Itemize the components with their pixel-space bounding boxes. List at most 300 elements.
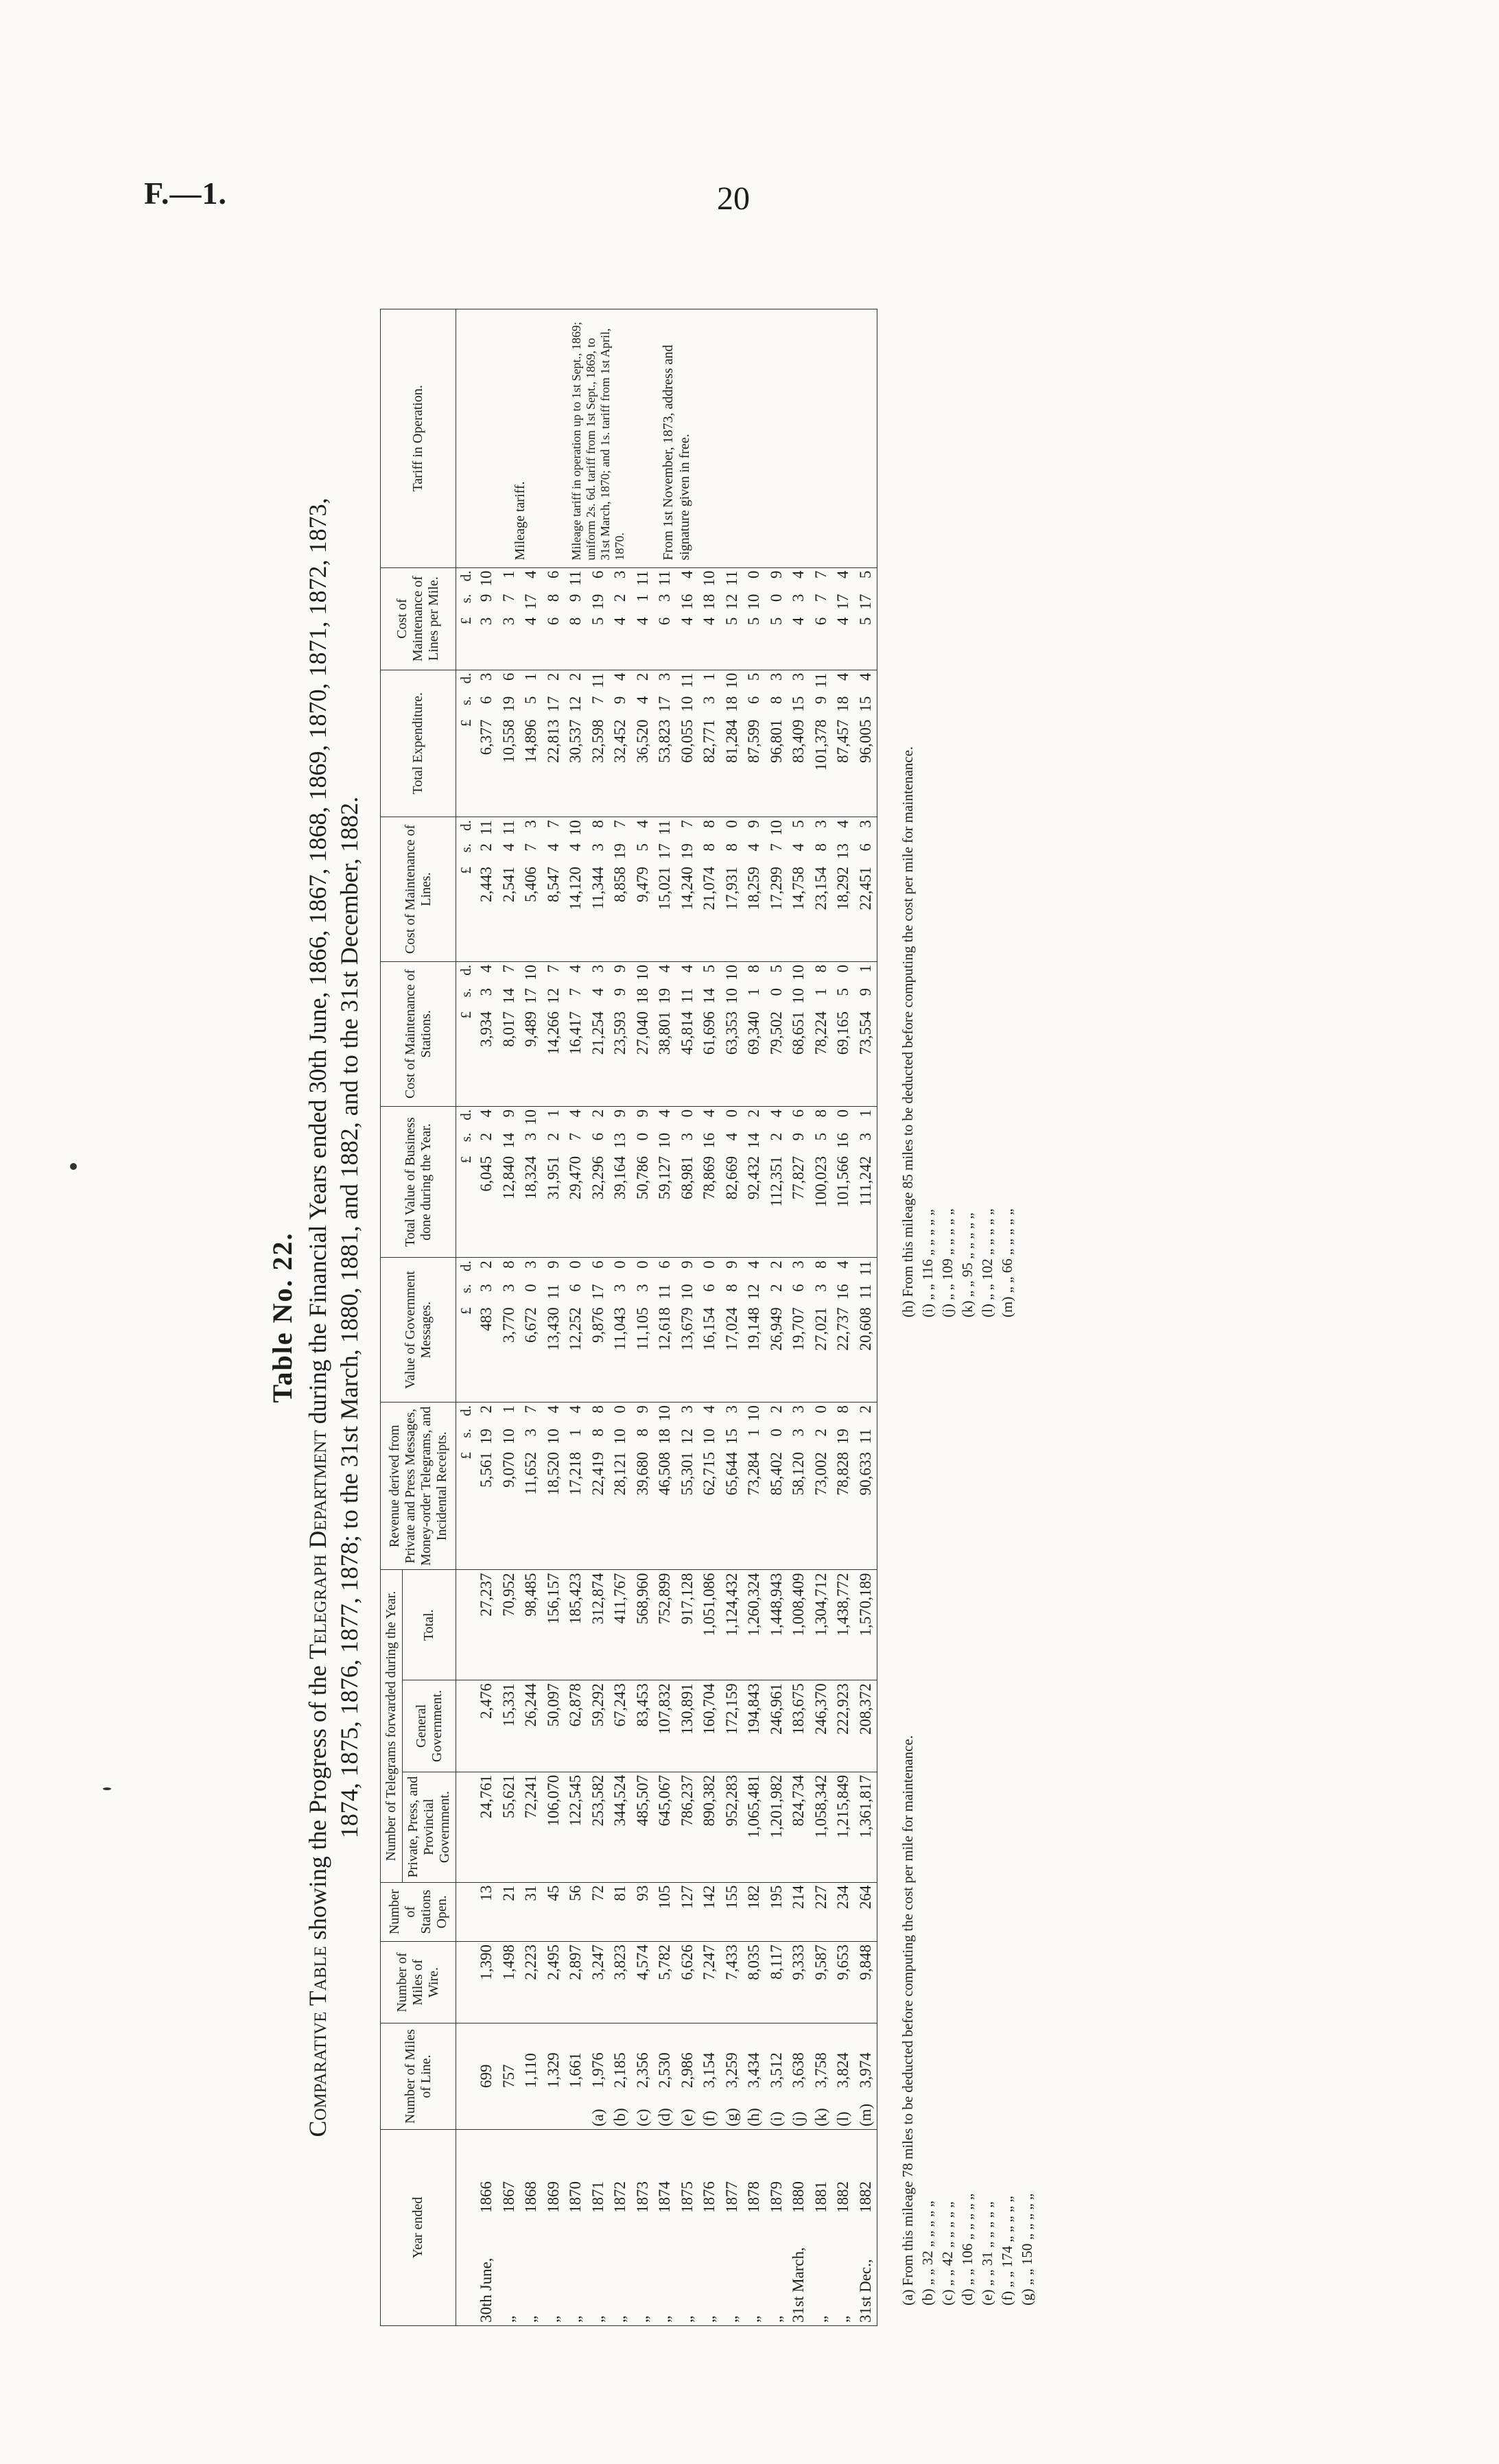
footnote-line: (f) „ „ 174 „ „ „ „ „ [999,2196,1015,2305]
cost-lines-cell-part: 11 [477,820,495,836]
gov-value-cell [520,1258,543,1403]
year-label: „ [544,2315,562,2323]
cost-per-mile-part: 5 [856,617,874,626]
stations-cell: 214 [788,1882,810,1941]
unit-symbol: d. [458,1109,474,1120]
cost-lines-cell-part: 8 [700,820,718,828]
gov-value-cell [721,1258,744,1403]
total-exp-cell-part: 4 [856,672,874,681]
total-exp-cell-part: 14,896 [522,719,539,763]
total-value-cell-part: 59,127 [656,1155,673,1200]
miles-line-value: 1,110 [522,2053,539,2089]
private-cell: 24,761 [475,1772,498,1882]
stations-cell: 127 [676,1882,699,1941]
stations-cell: 45 [543,1882,565,1941]
gov-value-cell-part: 16 [834,1284,851,1300]
miles-line-cell [475,2023,498,2130]
table-title: Table No. 22. [267,1232,298,1403]
unit-cell [456,2130,476,2326]
cost-per-mile-part: 7 [499,594,517,602]
revenue-cell-part: 4 [544,1405,562,1413]
cost-stations-cell-part: 69,340 [745,1011,762,1055]
cost-stations-cell-part: 1 [856,964,874,973]
general-cell: 26,244 [520,1680,543,1772]
footnote-marker: (e) [678,2109,696,2127]
unit-symbol: s. [458,1429,474,1438]
gov-value-cell-part: 3 [477,1284,495,1292]
total-value-cell-part: 101,566 [834,1155,851,1208]
total-exp-cell-part: 11 [812,672,829,688]
stations-cell: 81 [609,1882,632,1941]
gov-value-cell [788,1258,810,1403]
total-value-cell [654,1106,676,1257]
total-exp-cell-part: 36,520 [633,719,651,763]
stations-cell: 155 [721,1882,744,1941]
total-value-cell-part: 6 [790,1109,807,1118]
table-row [587,309,610,2326]
cost-per-mile-part: 4 [834,617,851,626]
gov-value-cell-part: 16,154 [700,1307,718,1351]
total-exp-cell [475,670,498,817]
private-cell: 55,621 [498,1772,521,1882]
revenue-cell-part: 2 [767,1405,785,1413]
miles-line-value: 3,154 [700,2052,718,2089]
private-cell: 645,067 [654,1772,676,1882]
miles-line-cell [587,2023,610,2130]
cost-per-mile-part: 17 [522,594,539,610]
cost-per-mile-cell [721,567,744,670]
revenue-cell [676,1403,699,1570]
total-exp-cell [587,670,610,817]
cost-lines-cell-part: 9,479 [633,867,651,902]
footnote-line: (h) From this mileage 85 miles to be deducted before computing the cost per mile for maintenance. [899,746,916,1317]
cost-stations-cell-part: 7 [567,987,584,996]
total-cell: 411,767 [609,1570,632,1680]
gov-value-cell-part: 11 [656,1284,673,1300]
cost-per-mile-part: 6 [656,617,673,626]
cost-stations-cell-part: 8,017 [499,1011,517,1047]
gov-value-cell-part: 8 [812,1260,829,1269]
general-cell: 246,370 [810,1680,833,1772]
cost-lines-cell-part: 3 [522,820,539,828]
gov-value-cell-part: 8 [499,1260,517,1269]
cost-stations-cell-part: 16,417 [567,1011,584,1055]
footnote-marker: (c) [633,2109,651,2127]
total-exp-cell-part: 17 [544,696,562,712]
cost-stations-cell-part: 79,502 [767,1011,785,1055]
cost-stations-cell-part: 73,554 [856,1011,874,1055]
year-label: „ [722,2315,740,2323]
general-cell: 107,832 [654,1680,676,1772]
footnotes-right [898,329,1037,1317]
footnotes-left [898,1317,1037,2305]
cost-per-mile-part: 3 [790,594,807,602]
revenue-cell-part: 10 [700,1429,718,1445]
cost-stations-cell-part: 27,040 [633,1011,651,1055]
cost-lines-cell [788,817,810,962]
header-year: Year ended [381,2130,456,2326]
cost-lines-cell-part: 8 [812,843,829,852]
unit-symbol: d. [458,672,474,684]
gov-value-cell [832,1258,855,1403]
total-exp-cell-part: 19 [499,696,517,712]
gov-value-cell-part: 12 [745,1284,762,1300]
revenue-cell [810,1403,833,1570]
cost-lines-cell-part: 17 [656,843,673,860]
miles-line-cell [654,2023,676,2130]
revenue-cell [766,1403,788,1570]
cost-lines-cell [587,817,610,962]
gov-value-cell-part: 3 [633,1284,651,1292]
table-row [498,309,521,2326]
total-value-cell-part: 29,470 [567,1155,584,1200]
cost-lines-cell [609,817,632,962]
unit-cell [456,2023,476,2130]
total-exp-cell [565,670,587,817]
rotated-table-page [82,302,1372,2333]
footnote-line: (k) „ „ 95 „ „ „ „ „ [959,1212,976,1317]
unit-symbol: £ [458,1452,474,1459]
total-exp-cell-part: 5 [522,696,539,705]
total-value-cell [766,1106,788,1257]
total-value-cell-part: 16 [700,1132,718,1149]
year-cell [654,2130,676,2326]
miles-wire-cell: 2,897 [565,1942,587,2023]
cost-lines-cell-part: 23,154 [812,867,829,911]
gov-value-cell-part: 4 [745,1260,762,1269]
cost-lines-cell [498,817,521,962]
revenue-cell [587,1403,610,1570]
cost-per-mile-part: 2 [611,594,628,602]
revenue-cell-part: 0 [812,1405,829,1413]
revenue-cell-part: 4 [567,1405,584,1413]
revenue-cell-part: 12 [678,1429,696,1445]
ink-spot [70,1163,77,1170]
total-exp-cell [498,670,521,817]
gov-value-cell-part: 2 [767,1284,785,1292]
revenue-cell-part: 58,120 [790,1452,807,1496]
gov-value-cell [766,1258,788,1403]
cost-per-mile-cell [632,567,654,670]
general-cell: 222,923 [832,1680,855,1772]
total-exp-cell [810,670,833,817]
miles-line-value: 757 [499,2064,517,2089]
cost-stations-cell-part: 4 [477,964,495,973]
total-exp-cell-part: 18 [722,696,740,712]
total-exp-cell-part: 3 [656,672,673,681]
cost-per-mile-part: 4 [678,617,696,626]
miles-wire-cell: 2,495 [543,1942,565,2023]
miles-wire-cell: 4,574 [632,1942,654,2023]
cost-lines-cell-part: 17,299 [767,867,785,911]
revenue-cell-part: 10 [544,1429,562,1445]
gov-value-cell-part: 3,770 [499,1307,517,1344]
cost-per-mile-part: 16 [678,594,696,610]
total-value-cell-part: 2 [544,1132,562,1141]
total-cell: 27,237 [475,1570,498,1680]
table-row [766,309,788,2326]
footnote-marker: (b) [611,2108,628,2127]
cost-per-mile-part: 0 [767,594,785,602]
total-value-cell [810,1106,833,1257]
cost-per-mile-cell [743,567,766,670]
miles-wire-cell: 8,117 [766,1942,788,2023]
revenue-cell-part: 3 [790,1429,807,1437]
total-value-cell-part: 2 [745,1109,762,1118]
cost-per-mile-part: 11 [567,570,584,586]
year-cell [676,2130,699,2326]
revenue-cell-part: 19 [477,1429,495,1445]
general-cell: 194,843 [743,1680,766,1772]
cost-lines-cell-part: 7 [611,820,628,828]
total-value-cell-part: 8 [812,1109,829,1118]
total-exp-cell-part: 9 [812,696,829,705]
total-value-cell-part: 100,023 [812,1155,829,1208]
cost-stations-cell-part: 8 [812,964,829,973]
total-exp-cell [654,670,676,817]
total-value-cell-part: 10 [656,1132,673,1149]
cost-stations-cell [498,961,521,1106]
cost-stations-cell-part: 11 [678,987,696,1004]
total-cell: 185,423 [565,1570,587,1680]
private-cell: 952,283 [721,1772,744,1882]
unit-symbol: £ [458,867,474,874]
year-label: „ [745,2315,762,2323]
year-label: „ [589,2315,606,2323]
gov-value-cell-part: 483 [477,1307,495,1331]
general-cell: 59,292 [587,1680,610,1772]
revenue-cell-part: 10 [745,1405,762,1422]
revenue-cell-part: 17,218 [567,1452,584,1496]
cost-stations-cell-part: 5 [834,987,851,996]
unit-cell [456,1680,476,1772]
total-value-cell-part: 12,840 [499,1155,517,1200]
total-exp-cell-part: 4 [611,672,628,681]
header-private: Private, Press, and Provincial Government. [403,1772,456,1882]
total-exp-cell-part: 81,284 [722,719,740,763]
revenue-cell-part: 55,301 [678,1452,696,1496]
total-value-cell-part: 0 [633,1132,651,1141]
unit-symbol: s. [458,987,474,998]
total-exp-cell-part: 22,813 [544,719,562,763]
footnote-line: (g) „ „ 150 „ „ „ „ „ [1019,2193,1035,2305]
cost-lines-cell-part: 7 [544,820,562,828]
footnote-marker: (a) [589,2109,606,2127]
table-row [543,309,565,2326]
miles-line-value: 2,986 [678,2052,696,2089]
stations-cell: 142 [698,1882,721,1941]
miles-line-value: 3,512 [767,2052,785,2089]
miles-wire-cell: 9,653 [832,1942,855,2023]
cost-lines-cell [721,817,744,962]
total-value-cell-part: 4 [722,1132,740,1141]
total-exp-cell-part: 6 [499,672,517,681]
cost-lines-cell-part: 11 [656,820,673,836]
cost-stations-cell [855,961,877,1106]
revenue-cell-part: 65,644 [722,1452,740,1496]
miles-wire-cell: 1,390 [475,1942,498,2023]
header-telegrams: Number of Telegrams forwarded during the Year. [381,1570,403,1882]
revenue-cell [520,1403,543,1570]
cost-lines-cell-part: 3 [589,843,606,852]
cost-per-mile-cell [565,567,587,670]
miles-line-cell [855,2023,877,2130]
footnote-marker: (i) [767,2111,785,2127]
cost-per-mile-part: 4 [522,570,539,579]
total-exp-cell-part: 6,377 [477,719,495,755]
total-exp-cell [698,670,721,817]
total-value-cell-part: 9 [633,1109,651,1118]
gov-value-cell [855,1258,877,1403]
gov-value-cell-part: 0 [522,1284,539,1292]
header-tariff: Tariff in Operation. [381,309,456,568]
total-exp-cell [721,670,744,817]
total-value-cell-part: 50,786 [633,1155,651,1200]
cost-stations-cell-part: 9 [856,987,874,996]
header-cost-stations: Cost of Maintenance of Stations. [381,961,456,1106]
total-value-cell-part: 3 [856,1132,874,1141]
total-cell: 1,051,086 [698,1570,721,1680]
cost-per-mile-cell [543,567,565,670]
revenue-cell-part: 73,284 [745,1452,762,1496]
cost-per-mile-part: 9 [567,594,584,602]
cost-lines-cell-part: 19 [611,843,628,860]
gov-value-cell-part: 9 [722,1260,740,1269]
cost-lines-cell-part: 4 [790,843,807,852]
gov-value-cell-part: 3 [522,1260,539,1269]
total-cell: 312,874 [587,1570,610,1680]
unit-symbol: s. [458,843,474,853]
cost-stations-cell-part: 10 [522,964,539,981]
gov-value-cell-part: 8 [722,1284,740,1292]
revenue-cell [498,1403,521,1570]
revenue-cell-part: 18 [656,1429,673,1445]
general-cell: 83,453 [632,1680,654,1772]
cost-stations-cell [520,961,543,1106]
cost-lines-cell-part: 17,931 [722,867,740,911]
year-value: 1869 [544,2181,562,2213]
cost-lines-cell-part: 14,120 [567,867,584,911]
revenue-cell-part: 4 [700,1405,718,1413]
total-value-cell-part: 3 [522,1132,539,1141]
cost-per-mile-part: 8 [567,617,584,626]
footnote-marker: (d) [656,2108,673,2127]
table-row [832,309,855,2326]
total-exp-cell-part: 53,823 [656,719,673,763]
total-exp-cell-part: 3 [767,672,785,681]
year-value: 1866 [477,2181,495,2213]
total-cell: 1,008,409 [788,1570,810,1680]
revenue-cell [855,1403,877,1570]
gov-value-cell-part: 6 [589,1260,606,1269]
cost-stations-cell-part: 9 [611,964,628,973]
general-cell: 15,331 [498,1680,521,1772]
total-value-cell-part: 4 [477,1109,495,1118]
total-value-cell-part: 0 [678,1109,696,1118]
total-exp-cell-part: 17 [656,696,673,712]
private-cell: 106,070 [543,1772,565,1882]
revenue-cell-part: 9 [633,1405,651,1413]
year-value: 1872 [611,2181,628,2213]
revenue-cell-part: 10 [611,1429,628,1445]
revenue-cell-part: 2 [856,1405,874,1413]
year-value: 1874 [656,2181,673,2213]
cost-lines-cell-part: 19 [678,843,696,860]
total-exp-cell-part: 4 [633,696,651,705]
total-value-cell [832,1106,855,1257]
total-value-cell-part: 4 [700,1109,718,1118]
revenue-cell-part: 22,419 [589,1452,606,1496]
gov-value-cell-part: 6 [790,1284,807,1292]
unit-cell [456,309,476,568]
total-exp-cell [676,670,699,817]
cost-per-mile-part: 6 [589,570,606,579]
miles-line-value: 3,974 [856,2052,874,2089]
total-cell: 98,485 [520,1570,543,1680]
cost-lines-cell [832,817,855,962]
total-value-cell-part: 111,242 [856,1155,874,1206]
header-total-expenditure: Total Expenditure. [381,670,456,817]
revenue-cell-part: 78,828 [834,1452,851,1496]
total-value-cell-part: 39,164 [611,1155,628,1200]
gov-value-cell-part: 12,252 [567,1307,584,1351]
stations-cell: 234 [832,1882,855,1941]
year-label: „ [678,2315,696,2323]
stations-cell: 21 [498,1882,521,1941]
cost-per-mile-cell [654,567,676,670]
revenue-cell-part: 2 [812,1429,829,1437]
miles-line-cell [832,2023,855,2130]
cost-lines-cell-part: 8,547 [544,867,562,902]
total-value-cell-part: 77,827 [790,1155,807,1200]
year-cell [766,2130,788,2326]
revenue-cell-part: 8 [589,1429,606,1437]
total-exp-cell [543,670,565,817]
cost-lines-cell-part: 8 [722,843,740,852]
general-cell: 208,372 [855,1680,877,1772]
table-row [698,309,721,2326]
cost-per-mile-cell [832,567,855,670]
cost-lines-cell [520,817,543,962]
cost-stations-cell-part: 78,224 [812,1011,829,1055]
gov-value-cell-part: 0 [700,1260,718,1269]
cost-per-mile-cell [498,567,521,670]
year-label: 31st March, [790,2247,807,2323]
gov-value-cell-part: 13,430 [544,1307,562,1351]
cost-lines-cell [543,817,565,962]
table-row [855,309,877,2326]
header-general: General Government. [403,1680,456,1772]
cost-lines-cell-part: 14,758 [790,867,807,911]
cost-lines-cell-part: 11 [499,820,517,836]
unit-cell [456,670,476,817]
revenue-cell-part: 0 [767,1429,785,1437]
miles-line-value: 699 [477,2064,495,2089]
total-value-cell-part: 6 [589,1132,606,1141]
gov-value-cell-part: 11,105 [633,1307,651,1350]
gov-value-cell-part: 9 [678,1260,696,1269]
table-row [743,309,766,2326]
gov-value-cell-part: 3 [611,1284,628,1292]
private-cell: 253,582 [587,1772,610,1882]
cost-lines-cell [654,817,676,962]
year-value: 1882 [856,2181,874,2213]
header-stations: Number of Stations Open. [381,1882,456,1941]
revenue-cell [609,1403,632,1570]
cost-stations-cell-part: 63,353 [722,1011,740,1055]
year-label: „ [656,2315,673,2323]
total-value-cell [565,1106,587,1257]
